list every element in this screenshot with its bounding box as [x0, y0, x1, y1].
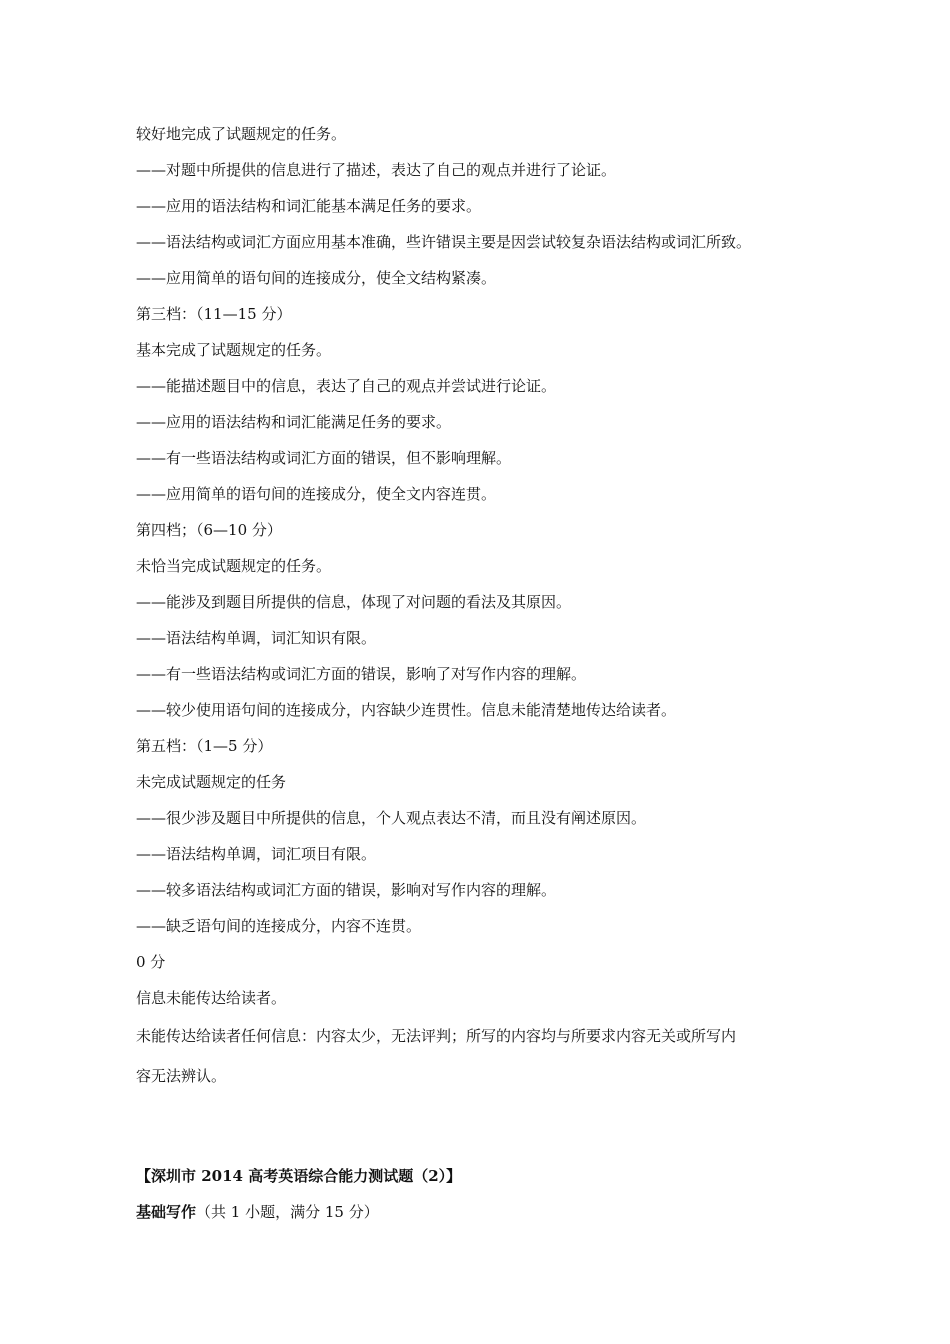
text-line: 基本完成了试题规定的任务。: [136, 341, 332, 359]
text-line: ——语法结构单调，词汇项目有限。: [136, 845, 377, 863]
text-line: ——有一些语法结构或词汇方面的错误，影响了对写作内容的理解。: [136, 665, 587, 683]
text-line: ——较少使用语句间的连接成分，内容缺少连贯性。信息未能清楚地传达给读者。: [136, 701, 677, 719]
text-line: ——对题中所提供的信息进行了描述，表达了自己的观点并进行了论证。: [136, 161, 617, 179]
section-title: 【深圳市 2014 高考英语综合能力测试题（2）】: [136, 1167, 462, 1185]
text-line: ——有一些语法结构或词汇方面的错误，但不影响理解。: [136, 449, 512, 467]
text-line: 未恰当完成试题规定的任务。: [136, 557, 332, 575]
text-line: 未能传达给读者任何信息：内容太少，无法评判；所写的内容均与所要求内容无关或所写内: [136, 1027, 737, 1045]
grade-heading: 第四档；（6—10 分）: [136, 521, 282, 539]
grade-heading: 第三档：（11—15 分）: [136, 305, 292, 323]
text-line: 较好地完成了试题规定的任务。: [136, 125, 347, 143]
subsection-bold: 基础写作: [136, 1203, 197, 1221]
text-line: 信息未能传达给读者。: [136, 989, 287, 1007]
text-line: ——很少涉及题目中所提供的信息，个人观点表达不清，而且没有阐述原因。: [136, 809, 647, 827]
grade-heading: 第五档：（1—5 分）: [136, 737, 273, 755]
grade-heading: 0 分: [136, 953, 166, 971]
text-line: ——能描述题目中的信息，表达了自己的观点并尝试进行论证。: [136, 377, 557, 395]
text-line: 未完成试题规定的任务: [136, 773, 287, 791]
section-spacer: [136, 1096, 836, 1158]
text-line: ——语法结构单调，词汇知识有限。: [136, 629, 377, 647]
subsection-title: [136, 1194, 836, 1230]
text-line: ——应用简单的语句间的连接成分，使全文结构紧凑。: [136, 269, 497, 287]
document-page: [136, 116, 836, 1230]
subsection-detail: （共 1 小题，满分 15 分）: [196, 1203, 379, 1221]
text-line: 容无法辨认。: [136, 1067, 227, 1085]
text-line: ——应用的语法结构和词汇能基本满足任务的要求。: [136, 197, 482, 215]
text-line: ——较多语法结构或词汇方面的错误，影响对写作内容的理解。: [136, 881, 557, 899]
text-line: ——语法结构或词汇方面应用基本准确，些许错误主要是因尝试较复杂语法结构或词汇所致。: [136, 233, 752, 251]
text-line: ——应用的语法结构和词汇能满足任务的要求。: [136, 413, 452, 431]
text-line: ——能涉及到题目所提供的信息，体现了对问题的看法及其原因。: [136, 593, 572, 611]
text-line: ——应用简单的语句间的连接成分，使全文内容连贯。: [136, 485, 497, 503]
text-line: ——缺乏语句间的连接成分，内容不连贯。: [136, 917, 422, 935]
